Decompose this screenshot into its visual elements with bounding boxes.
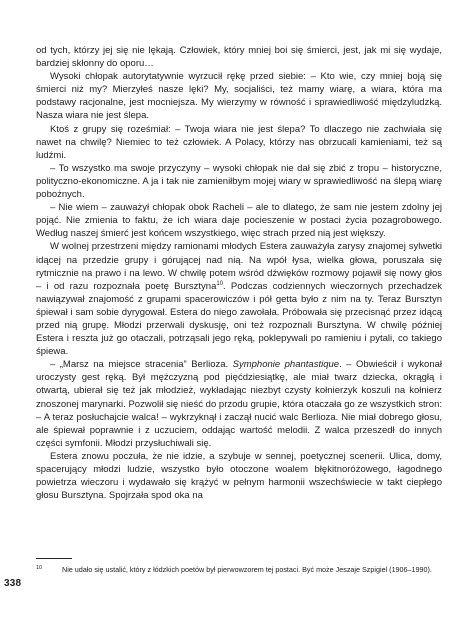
paragraph: Estera znowu poczuła, że nie idzie, a szybuje w sennej, poetycznej scenerii. Ulica, domy, spacerujący młodzi ludzie, wszystko było otoczone woalem błękitnoróżowego, łagodnego powietrza wieczoru i wydawało się krążyć w pełnym harmonii wszechświecie w takt ciepłego głosu Bursztyna. Spojrzała spod oka na bbox=[36, 450, 442, 502]
paragraph: od tych, którzy jej się nie lękają. Człowiek, który mniej boi się śmierci, jest, jak mi się wydaje, bardziej skłonny do oporu… bbox=[36, 45, 442, 70]
page-number: 338 bbox=[4, 578, 22, 589]
footnote-text: Nie udało się ustalić, który z łódzkich poetów był pierwowzorem tej postaci. Być może Jeszaje Szpigiel (1906–1990). bbox=[62, 565, 432, 574]
italic-title: Symphonie phantastique bbox=[232, 359, 340, 371]
footnote bbox=[36, 565, 442, 576]
paragraph: W wolnej przestrzeni między ramionami młodych Estera zauważyła zarysy znajomej sylwetki idącej na przedzie grupy i górującej nad nią. Na wpół łysa, wielka głowa, poruszała się rytmicznie na prawo i na lewo. W chwilę potem wśród dźwięków rozmowy pojawił się nowy głos – i od razu rozpoznała poetę Bursztyna$^{10}$. Podczas codziennych wieczornych przechadzek nawiązywał znajomość z grupami spacerowiczów i pół getta było z nim na ty. Teraz Bursztyn śpiewał i sam sobie dyrygował. Estera do niego zawołała. Próbowała się przecisnąć przez idącą przed nią grupę. Młodzi przerwali dyskusję, oni też rozpoznali Bursztyna. W chwilę później Estera i reszta już go otaczali, potrząsali jego ręką, poklepywali po ramieniu i pytali, co takiego śpiewa. bbox=[36, 241, 443, 358]
paragraph: – Nie wiem – zauważył chłopak obok Racheli – ale to dlatego, że sam nie jestem zdolny jej pojąć. Nie zmienia to faktu, że ich wiara daje pocieszenie w postaci życia pozagrobowego. Według naszej śmierć jest końcem wszystkiego, więc strach przed nią jest większy. bbox=[36, 202, 442, 240]
footnote-number: 10 bbox=[36, 565, 43, 571]
footnote-reference: 10 bbox=[216, 280, 224, 287]
body-text bbox=[36, 44, 442, 502]
footnote-divider bbox=[36, 558, 72, 559]
paragraph: Ktoś z grupy się roześmiał: – Twoja wiara nie jest ślepa? To dlaczego nie zachwiała się nawet na chwilę? Niemiec to też człowiek. A Polacy, którzy nas obrzucali kamieniami, też są ludźmi. bbox=[36, 123, 442, 161]
paragraph: – „Marsz na miejsce stracenia” Berlioza. Symphonie phantastique. – Obwieścił i wykonał uroczysty gest ręką. Był mężczyzną pod pięćdziesiątkę, ale miał twarz dziecka, okrągłą i otwartą, ubierał się też jak młodzież, wykładając niezbyt czysty kołnierzyk koszuli na kołnierz znoszonej marynarki. Pozwolił się nieść do przodu grupie, która otaczała go ze wszystkich stron: – A teraz posłuchajcie walca! – wykrzyknął i zaczął nucić walc Berlioza. Nie miał dobrego głosu, ale śpiewał poprawnie i z uczuciem, oddając wartość melodii. Z walca przeszedł do innych części symfonii. Młodzi przysłuchiwali się. bbox=[36, 359, 442, 449]
paragraph: Wysoki chłopak autorytatywnie wyrzucił rękę przed siebie: – Kto wie, czy mniej boją się śmierci niż my? Mierzyłeś nasze lęki? My, socjaliści, też mamy wiarę, a wiara, która ma podstawy racjonalne, jest mocniejsza. My wierzymy w równość i sprawiedliwość międzyludzką. Nasza wiara nie jest ślepa. bbox=[36, 71, 442, 122]
paragraph: – To wszystko ma swoje przyczyny – wysoki chłopak nie dał się zbić z tropu – historyczne, polityczno-ekonomiczne. A ja i tak nie zamieniłbym mojej wiary w sprawiedliwość na ślepą wiarę pobożnych. bbox=[36, 162, 442, 201]
